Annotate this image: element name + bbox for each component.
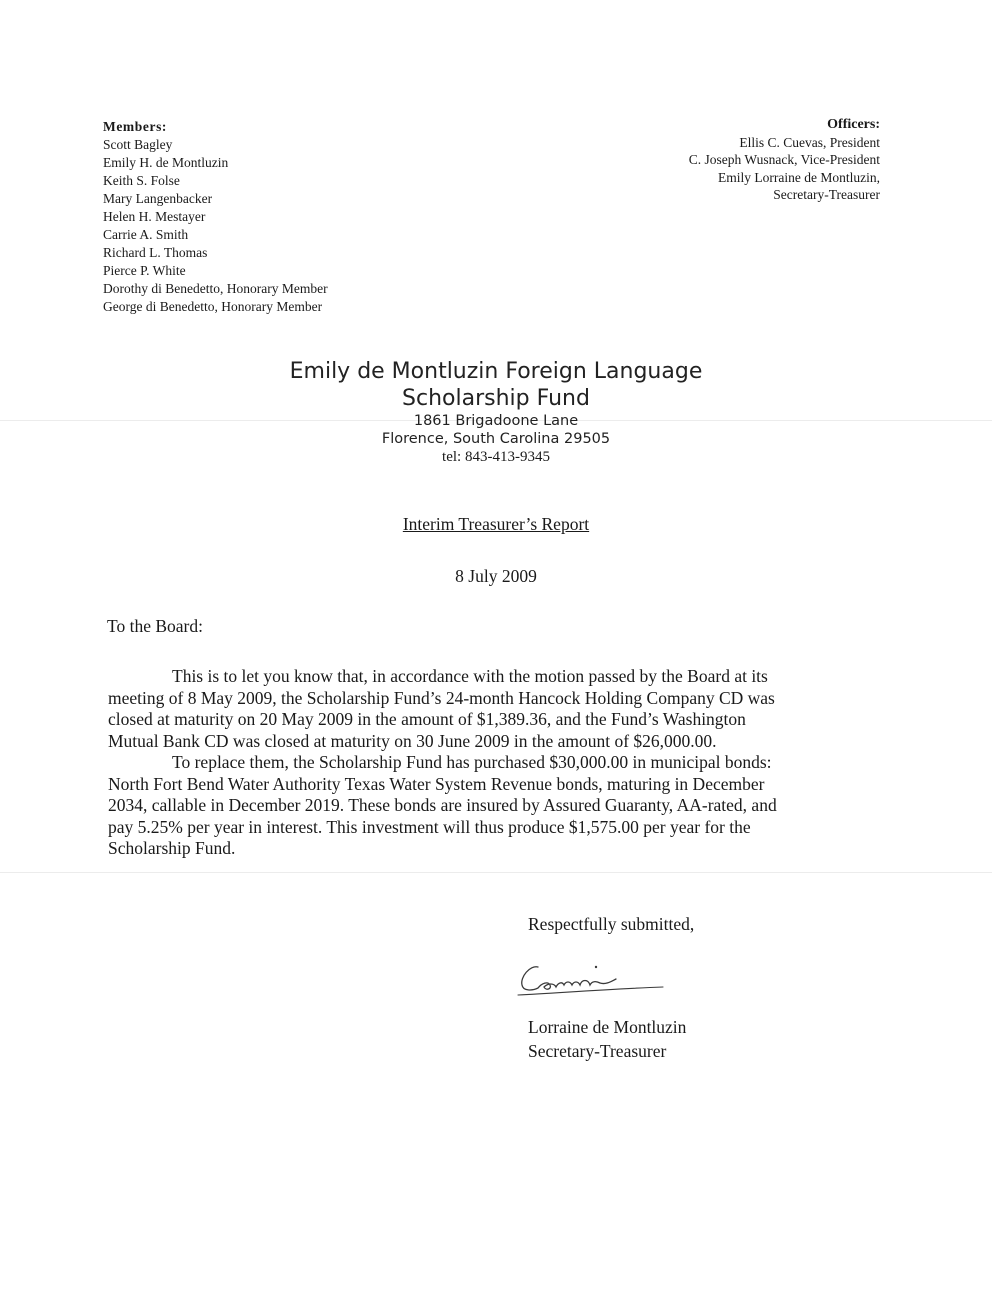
scan-artifact-line [0,872,992,873]
letterhead [0,358,992,466]
member-name: Carrie A. Smith [103,227,189,242]
member-name: Pierce P. White [103,263,186,278]
member-name: Richard L. Thomas [103,245,208,260]
handwritten-signature [508,955,668,1005]
paragraph2-line: To replace them, the Scholarship Fund has purchased $30,000.00 in municipal bonds: [172,752,772,772]
member-name: Emily H. de Montluzin [103,155,229,170]
organization-name-line2: Scholarship Fund [402,386,590,411]
paragraph1-line: meeting of 8 May 2009, the Scholarship Fund’s 24-month Hancock Holding Company CD was [108,687,775,708]
member-name: Keith S. Folse [103,173,180,188]
paragraph1-line: Mutual Bank CD was closed at maturity on 30 June 2009 in the amount of $26,000.00. [108,730,717,751]
member-name: Dorothy di Benedetto, Honorary Member [103,281,328,296]
paragraph2-line: Scholarship Fund. [108,838,236,858]
telephone: tel: 843-413-9345 [442,449,550,465]
officer-line: Secretary-Treasurer [773,187,880,202]
city-state-zip: Florence, South Carolina 29505 [381,431,611,447]
paragraph2-line: 2034, callable in December 2019. These bonds are insured by Assured Guaranty, AA-rated, and [108,795,777,815]
signer-name: Lorraine de Montluzin [528,1017,687,1037]
officer-line: Ellis C. Cuevas, President [739,134,880,150]
members-header: Members: [103,119,168,134]
officers-list [689,116,880,204]
member-name: George di Benedetto, Honorary Member [103,299,323,314]
paragraph1-line: This is to let you know that, in accordance with the motion passed by the Board at its [172,666,768,686]
officer-line: Emily Lorraine de Montluzin, [718,169,880,185]
signer-block [528,1015,686,1063]
report-title: Interim Treasurer’s Report [402,514,590,534]
closing: Respectfully submitted, [528,914,695,934]
salutation: To the Board: [107,616,203,636]
officer-line: C. Joseph Wusnack, Vice-President [688,152,880,167]
member-name: Mary Langenbacker [103,191,213,206]
report-date: 8 July 2009 [455,566,537,586]
organization-name-line1: Emily de Montluzin Foreign Language [289,359,703,384]
letter-body [108,666,898,860]
members-list [103,118,328,316]
street-address: 1861 Brigadoone Lane [413,413,579,429]
paragraph2-line: North Fort Bend Water Authority Texas Water System Revenue bonds, maturing in December [108,773,765,794]
signer-title: Secretary-Treasurer [528,1041,667,1061]
member-name: Helen H. Mestayer [103,209,206,224]
member-name: Scott Bagley [103,137,173,152]
paragraph2-line: pay 5.25% per year in interest. This investment will thus produce $1,575.00 per year for the [108,816,751,837]
paragraph1-line: closed at maturity on 20 May 2009 in the amount of $1,389.36, and the Fund’s Washington [108,709,746,729]
officers-header: Officers: [827,117,880,132]
